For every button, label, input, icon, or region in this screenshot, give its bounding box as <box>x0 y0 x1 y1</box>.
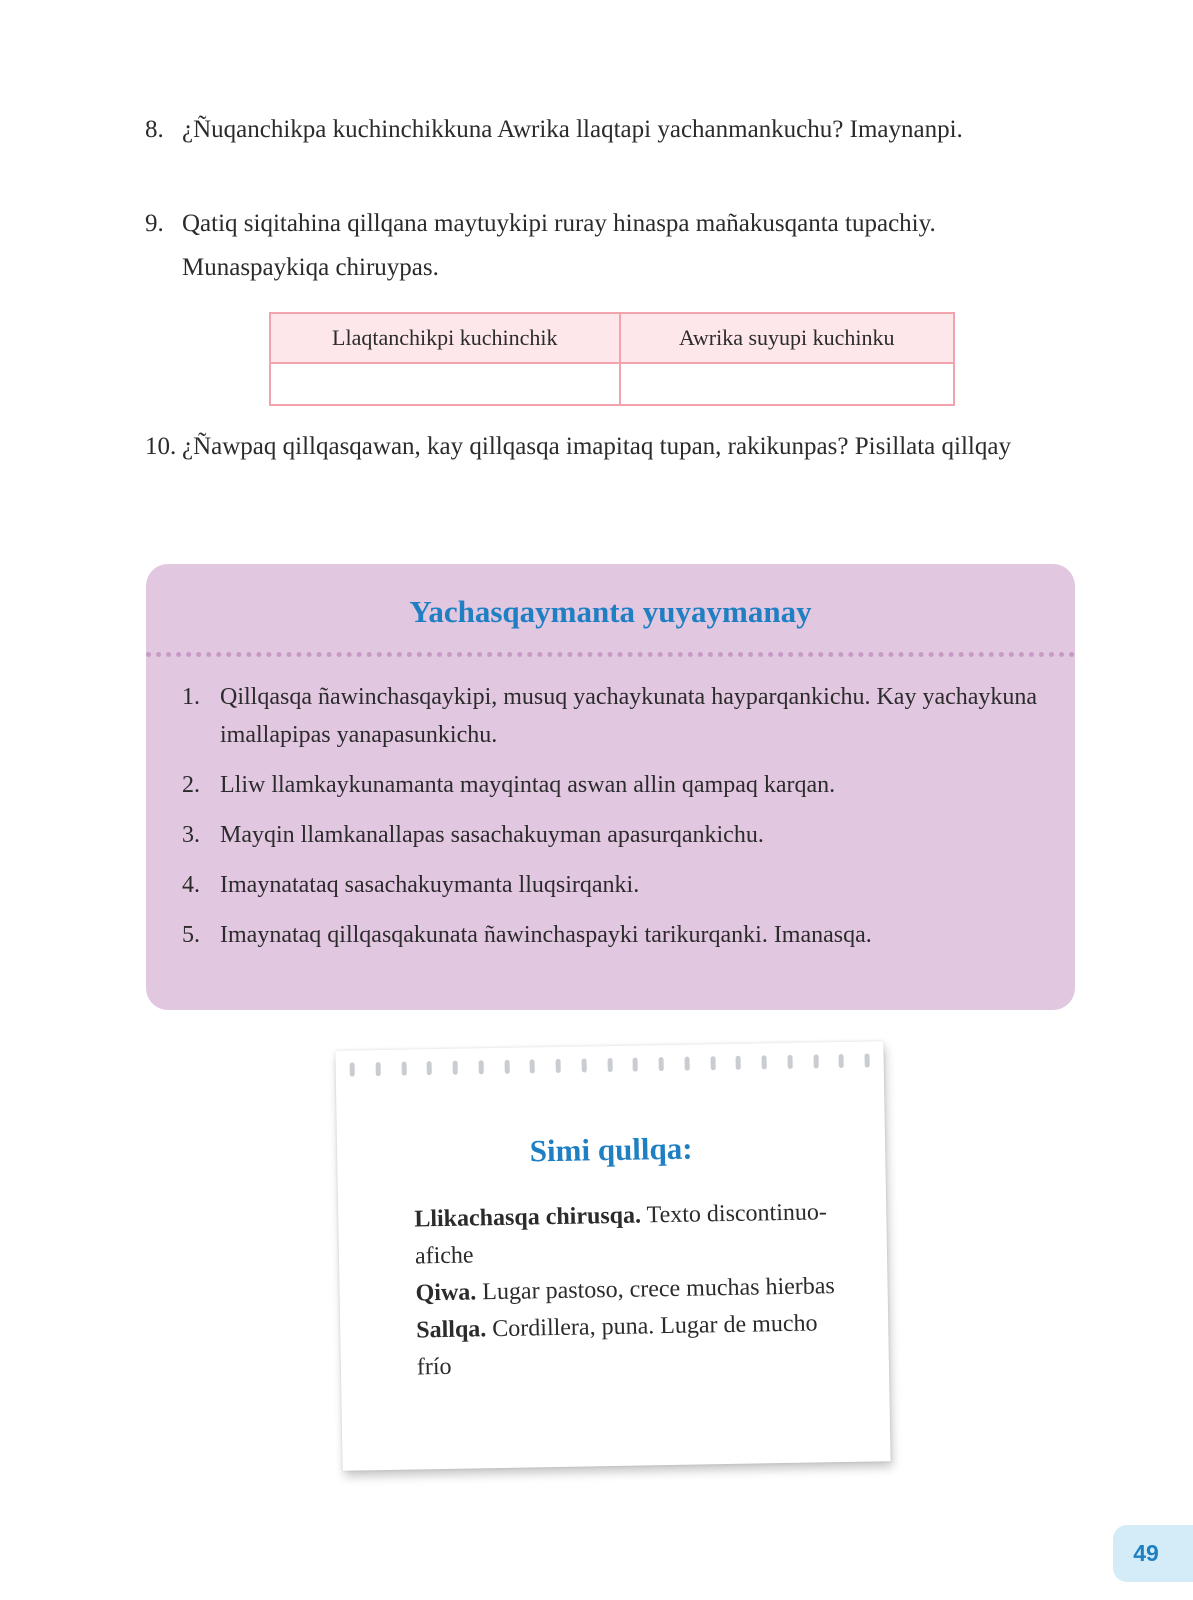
hole-icon <box>633 1058 638 1072</box>
list-item <box>182 816 1062 854</box>
hole-icon <box>504 1060 509 1074</box>
hole-icon <box>736 1056 741 1070</box>
hole-icon <box>427 1061 432 1075</box>
glossary-term: Qiwa. <box>415 1279 477 1307</box>
question-10 <box>145 425 1062 469</box>
hole-icon <box>659 1057 664 1071</box>
question-text: Qatiq siqitahina qillqana maytuykipi ruray hinaspa mañakusqanta tupachiy. Munaspaykiqa chiruypas. <box>182 210 936 281</box>
glossary-entry <box>414 1194 835 1275</box>
hole-icon <box>839 1054 844 1068</box>
glossary-term: Llikachasqa chirusqa. <box>414 1202 642 1233</box>
reflection-title: Yachasqaymanta yuyaymanay <box>409 594 812 629</box>
hole-icon <box>530 1059 535 1073</box>
reflection-list <box>182 678 1062 966</box>
hole-icon <box>478 1060 483 1074</box>
question-9 <box>145 202 1062 290</box>
hole-icon <box>453 1061 458 1075</box>
hole-icon <box>401 1062 406 1076</box>
glossary-entries <box>414 1194 837 1386</box>
question-number: 8. <box>145 116 164 143</box>
reflection-box <box>146 564 1075 1010</box>
question-number: 9. <box>145 210 164 237</box>
item-number: 1. <box>182 684 200 710</box>
hole-icon <box>684 1057 689 1071</box>
hole-icon <box>865 1053 870 1067</box>
item-text: Lliw llamkaykunamanta mayqintaq aswan allin qampaq karqan. <box>220 772 836 798</box>
glossary-definition: Cordillera, puna. Lugar de mucho frío <box>416 1310 818 1381</box>
page-number: 49 <box>1113 1525 1193 1582</box>
question-8 <box>145 108 1062 152</box>
question-text: ¿Ñuqanchikpa kuchinchikkuna Awrika llaqtapi yachanmankuchu? Imaynanpi. <box>182 116 963 143</box>
hole-icon <box>581 1058 586 1072</box>
hole-icon <box>813 1054 818 1068</box>
item-number: 5. <box>182 922 200 948</box>
glossary-entry <box>416 1305 837 1386</box>
hole-icon <box>375 1062 380 1076</box>
table-header-cell: Awrika suyupi kuchinku <box>620 313 954 363</box>
glossary-term: Sallqa. <box>416 1316 487 1344</box>
dotted-divider <box>146 652 1075 657</box>
glossary-title: Simi qullqa: <box>529 1130 693 1169</box>
list-item <box>182 866 1062 904</box>
table-answer-cell[interactable] <box>620 363 954 405</box>
item-number: 3. <box>182 822 200 848</box>
glossary-note <box>335 1041 890 1471</box>
item-number: 4. <box>182 872 200 898</box>
hole-icon <box>710 1056 715 1070</box>
item-text: Mayqin llamkanallapas sasachakuyman apasurqankichu. <box>220 822 764 848</box>
table-answer-cell[interactable] <box>270 363 620 405</box>
item-text: Qillqasqa ñawinchasqaykipi, musuq yachaykunata hayparqankichu. Kay yachaykuna imallapipas yanapasunkichu. <box>220 684 1038 748</box>
table-header-cell: Llaqtanchikpi kuchinchik <box>270 313 620 363</box>
item-text: Imaynatataq sasachakuymanta lluqsirqanki. <box>220 872 640 898</box>
glossary-definition: Lugar pastoso, crece muchas hierbas <box>482 1273 835 1306</box>
question-number: 10. <box>145 433 177 460</box>
hole-icon <box>762 1055 767 1069</box>
hole-icon <box>350 1062 355 1076</box>
list-item <box>182 766 1062 804</box>
item-number: 2. <box>182 772 200 798</box>
notepad-holes <box>350 1053 870 1076</box>
list-item <box>182 678 1062 754</box>
hole-icon <box>556 1059 561 1073</box>
comparison-table <box>269 312 955 406</box>
question-text: ¿Ñawpaq qillqasqawan, kay qillqasqa imapitaq tupan, rakikunpas? Pisillata qillqay <box>182 433 1011 460</box>
table-header-row <box>270 313 954 363</box>
item-text: Imaynataq qillqasqakunata ñawinchaspayki tarikurqanki. Imanasqa. <box>220 922 872 948</box>
hole-icon <box>787 1055 792 1069</box>
hole-icon <box>607 1058 612 1072</box>
list-item <box>182 916 1062 954</box>
glossary-definition: Texto discontinuo-afiche <box>414 1199 828 1270</box>
table-row <box>270 363 954 405</box>
